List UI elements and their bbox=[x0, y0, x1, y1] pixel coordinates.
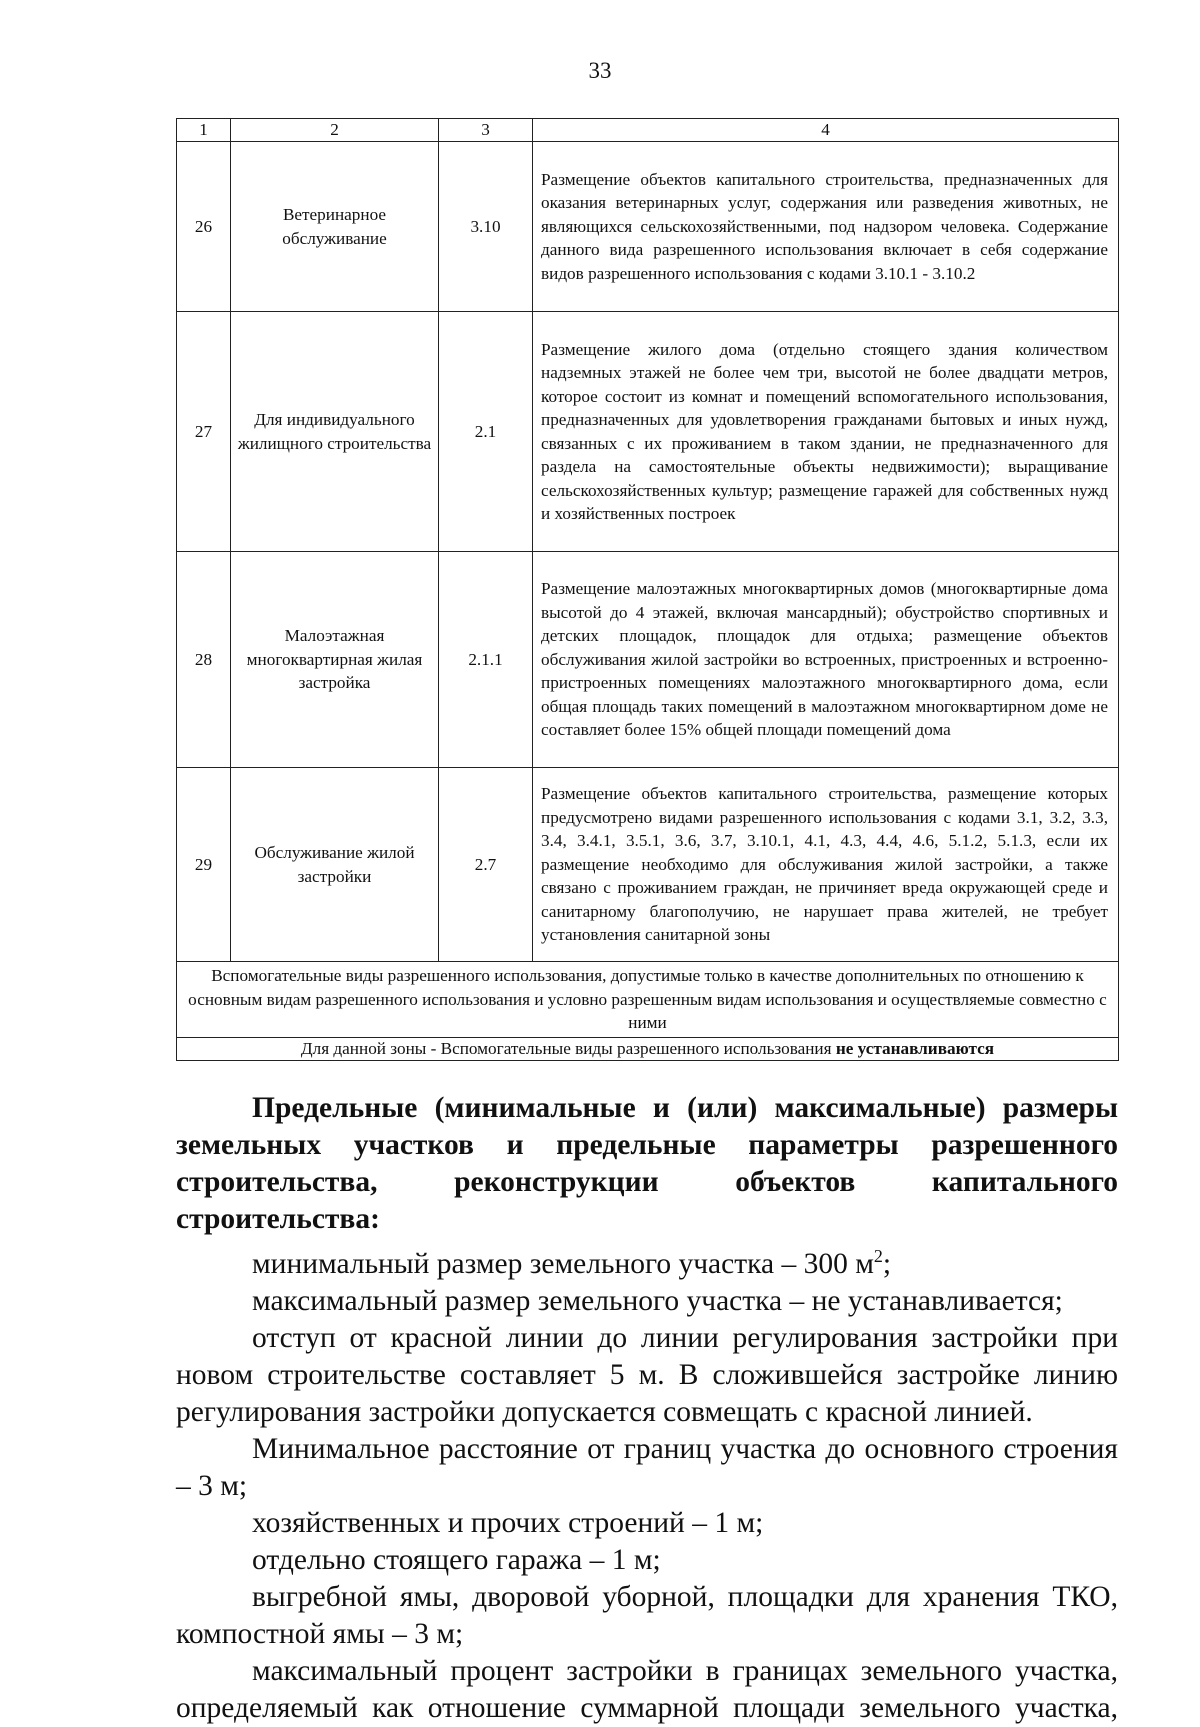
use-type-name: Малоэтажная многоквартирная жилая застройка bbox=[231, 552, 439, 768]
auxiliary-uses-title-row bbox=[177, 962, 1119, 1038]
permitted-use-table bbox=[176, 118, 1119, 1061]
table-row bbox=[177, 142, 1119, 312]
max-plot-size: максимальный размер земельного участка – не устанавливается; bbox=[252, 1284, 1063, 1317]
row-number: 28 bbox=[177, 552, 231, 768]
column-header-2: 2 bbox=[231, 119, 439, 142]
use-type-code: 2.7 bbox=[439, 768, 533, 962]
min-plot-size-unit-power: 2 bbox=[873, 1246, 883, 1266]
use-type-code: 3.10 bbox=[439, 142, 533, 312]
red-line-setback: отступ от красной линии до линии регулирования застройки при новом строительстве составляет 5 м. В сложившейся застройке линию регулирования застройки допускается совмещать с красной линией. bbox=[176, 1321, 1118, 1428]
column-header-4: 4 bbox=[533, 119, 1119, 142]
parameters-heading: Предельные (минимальные и (или) максимальные) размеры земельных участков и предельные параметры разрешенного строительства, реконструкции объектов капитального строительства: bbox=[176, 1092, 1118, 1235]
use-type-description: Размещение объектов капитального строительства, предназначенных для оказания ветеринарных услуг, содержания или разведения животных, не являющихся сельскохозяйственными, под надзором человека. Содержание данного вида разрешенного использования включает в себя содержание видов разрешенного использования с кодами 3.10.1 - 3.10.2 bbox=[533, 142, 1119, 312]
table-header-row bbox=[177, 119, 1119, 142]
min-plot-size bbox=[176, 1238, 1118, 1283]
table-row bbox=[177, 768, 1119, 962]
min-plot-size-text: минимальный размер земельного участка – 300 м bbox=[252, 1247, 874, 1280]
min-plot-size-end: ; bbox=[882, 1247, 892, 1280]
column-header-3: 3 bbox=[439, 119, 533, 142]
use-type-description: Размещение жилого дома (отдельно стоящего здания количеством надземных этажей не более чем три, высотой не более двадцати метров, которое состоит из комнат и помещений вспомогательного использования, предназначенных для удовлетворения гражданами бытовых и иных нужд, связанных с их проживанием в таком здании, не предназначенного для раздела на самостоятельные объекты недвижимости); выращивание сельскохозяйственных культур; размещение гаражей для собственных нужд и хозяйственных построек bbox=[533, 312, 1119, 552]
row-number: 29 bbox=[177, 768, 231, 962]
use-type-name: Ветеринарное обслуживание bbox=[231, 142, 439, 312]
min-distance-garage: отдельно стоящего гаража – 1 м; bbox=[252, 1543, 661, 1576]
use-type-code: 2.1 bbox=[439, 312, 533, 552]
auxiliary-uses-note-row bbox=[177, 1037, 1119, 1060]
use-type-name: Для индивидуального жилищного строительства bbox=[231, 312, 439, 552]
min-distance-household-buildings: хозяйственных и прочих строений – 1 м; bbox=[252, 1506, 764, 1539]
page-number: 33 bbox=[588, 58, 612, 83]
land-plot-parameters bbox=[176, 1090, 1118, 1727]
auxiliary-uses-note-status: не устанавливаются bbox=[835, 1038, 995, 1058]
row-number: 26 bbox=[177, 142, 231, 312]
use-type-description: Размещение объектов капитального строительства, размещение которых предусмотрено видами разрешенного использования с кодами 3.1, 3.2, 3.3, 3.4, 3.4.1, 3.5.1, 3.6, 3.7, 3.10.1, 4.1, 4.3, 4.4, 4.6, 5.1.2, 5.1.3, если их размещение необходимо для обслуживания жилой застройки, а также связано с проживанием граждан, не причиняет вреда окружающей среде и санитарному благополучию, не нарушает права жителей, не требует установления санитарной зоны bbox=[533, 768, 1119, 962]
auxiliary-uses-note-text: Для данной зоны - Вспомогательные виды разрешенного использования bbox=[300, 1038, 836, 1058]
column-header-1: 1 bbox=[177, 119, 231, 142]
row-number: 27 bbox=[177, 312, 231, 552]
use-type-description: Размещение малоэтажных многоквартирных домов (многоквартирные дома высотой до 4 этажей, включая мансардный); обустройство спортивных и детских площадок, площадок для отдыха; размещение объектов обслуживания жилой застройки во встроенных, пристроенных и встроенно-пристроенных помещениях малоэтажного многоквартирного дома, если общая площадь таких помещений в малоэтажном многоквартирном доме не составляет более 15% общей площади помещений дома bbox=[533, 552, 1119, 768]
min-distance-main-building: Минимальное расстояние от границ участка до основного строения – 3 м; bbox=[176, 1432, 1118, 1502]
table-row bbox=[177, 552, 1119, 768]
auxiliary-uses-note bbox=[177, 1037, 1119, 1060]
auxiliary-uses-title: Вспомогательные виды разрешенного использования, допустимые только в качестве дополнительных по отношению к основным видам разрешенного использования и условно разрешенным видам использования и осуществляемые совместно с ними bbox=[177, 962, 1119, 1038]
table-row bbox=[177, 312, 1119, 552]
max-building-percent: максимальный процент застройки в границах земельного участка, определяемый как отношение суммарной площади земельного участка, bbox=[176, 1654, 1118, 1724]
use-type-code: 2.1.1 bbox=[439, 552, 533, 768]
min-distance-cesspool: выгребной ямы, дворовой уборной, площадки для хранения ТКО, компостной ямы – 3 м; bbox=[176, 1580, 1118, 1650]
use-type-name: Обслуживание жилой застройки bbox=[231, 768, 439, 962]
